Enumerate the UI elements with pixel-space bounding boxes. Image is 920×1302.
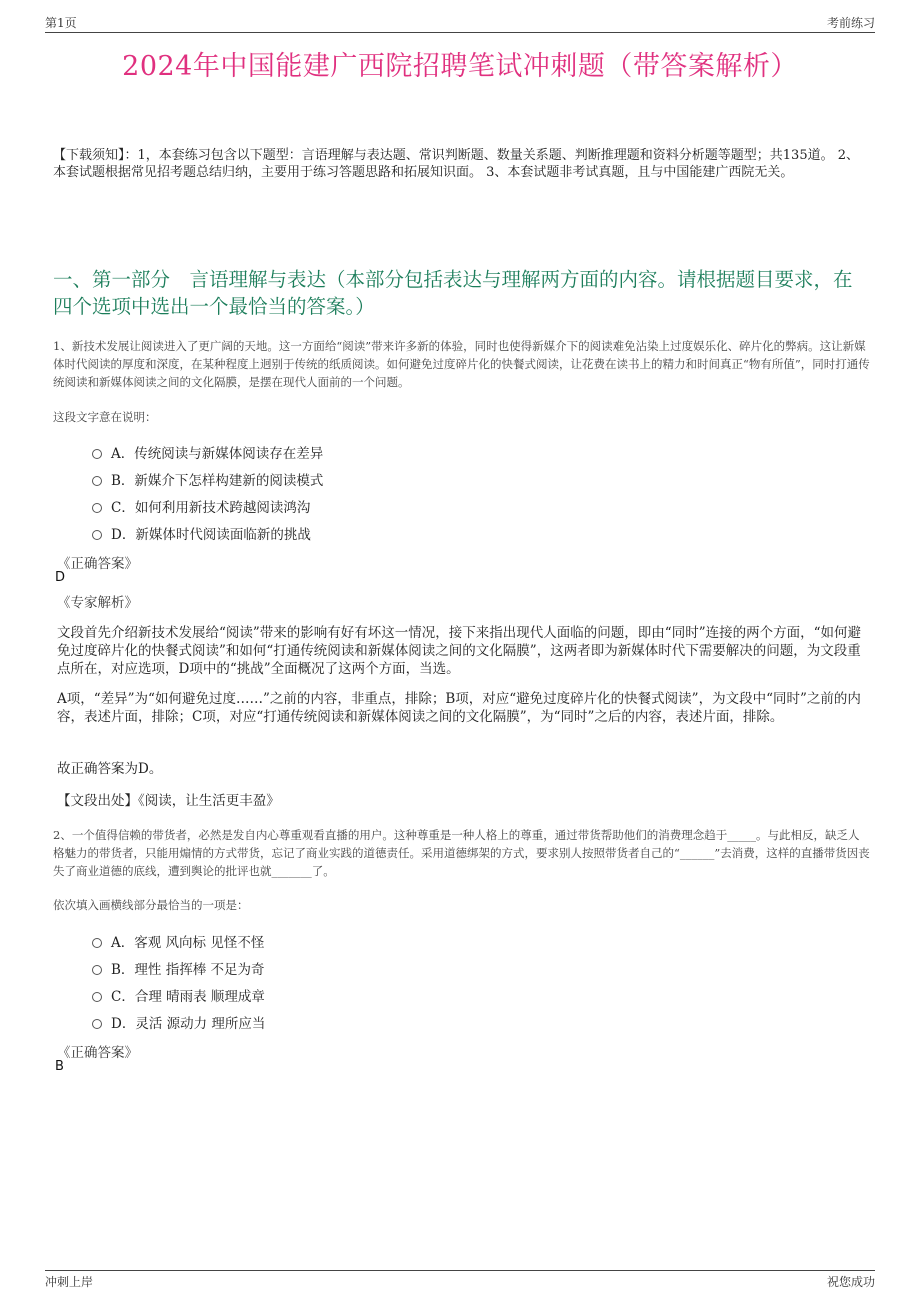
analysis-label: 《专家解析》	[57, 595, 138, 611]
radio-icon[interactable]	[92, 530, 102, 540]
option-label: C．如何利用新技术跨越阅读鸿沟	[111, 500, 311, 516]
question-1-option-d[interactable]	[92, 523, 311, 543]
page-number: 第1页	[45, 16, 77, 30]
option-label: A．客观 风向标 见怪不怪	[111, 935, 265, 951]
header-label: 考前练习	[826, 16, 875, 30]
question-2-text: 2、一个值得信赖的带货者，必然是发自内心尊重观看直播的用户。这种尊重是一种人格上的尊重，通过带货帮助他们的消费理念趋于_____。与此相反，缺乏人格魅力的带货者，只能用煽情的方式带货，忘记了商业实践的道德责任。采用道德绑架的方式，要求别人按照带货者自己的“______”去消费，这样的直播带货因丧失了商业道德的底线，遭到舆论的批评也就_______了。	[53, 828, 870, 878]
question-2-option-b[interactable]	[92, 958, 265, 978]
radio-icon[interactable]	[92, 503, 102, 513]
page-title: 2024年中国能建广西院招聘笔试冲刺题（带答案解析）	[122, 51, 798, 82]
question-2-prompt: 依次填入画横线部分最恰当的一项是：	[53, 898, 249, 912]
analysis-conclusion: 故正确答案为D。	[57, 761, 163, 777]
answer-label: 《正确答案》	[57, 556, 138, 572]
analysis-paragraph: A项，“差异”为“如何避免过度……”之前的内容，非重点，排除；B项，对应“避免过度碎片化的快餐式阅读”，为文段中“同时”之前的内容，表述片面，排除；C项，对应“打通传统阅读和新媒体阅读之间的文化隔膜”，为“同时”之后的内容，表述片面，排除。	[57, 691, 861, 725]
download-notice: 【下载须知】：1，本套练习包含以下题型：言语理解与表达题、常识判断题、数量关系题、判断推理题和资料分析题等题型；共135道。 2、本套试题根据常见招考题总结归纳，主要用于练习答题思路和拓展知识面。 3、本套试题非考试真题，且与中国能建广西院无关。	[53, 148, 859, 180]
option-label: D．灵活 源动力 理所应当	[111, 1016, 266, 1032]
question-1-option-c[interactable]	[92, 496, 310, 516]
radio-icon[interactable]	[92, 476, 102, 486]
radio-icon[interactable]	[92, 992, 102, 1002]
question-2-option-d[interactable]	[92, 1012, 265, 1032]
option-label: C．合理 晴雨表 顺理成章	[111, 989, 265, 1005]
radio-icon[interactable]	[92, 449, 102, 459]
option-label: D．新媒体时代阅读面临新的挑战	[111, 527, 311, 543]
question-2-option-c[interactable]	[92, 985, 265, 1005]
question-1-prompt: 这段文字意在说明：	[53, 410, 157, 424]
source-citation: 【文段出处】《阅读，让生活更丰盈》	[57, 793, 280, 809]
question-1-option-b[interactable]	[92, 469, 323, 489]
section-heading: 一、第一部分 言语理解与表达（本部分包括表达与理解两方面的内容。请根据题目要求，在四个选项中选出一个最恰当的答案。）	[53, 268, 853, 318]
header-divider	[45, 32, 875, 33]
question-1-text: 1、新技术发展让阅读进入了更广阔的天地。这一方面给“阅读”带来许多新的体验，同时也使得新媒介下的阅读难免沾染上过度娱乐化、碎片化的弊病。这让新媒体时代阅读的厚度和深度，在某种程度上迥别于传统的纸质阅读。如何避免过度碎片化的快餐式阅读，让花费在读书上的精力和时间真正“物有所值”，同时打通传统阅读和新媒体阅读之间的文化隔膜，是摆在现代人面前的一个问题。	[53, 339, 870, 389]
question-1-option-a[interactable]	[92, 442, 323, 462]
question-2-option-a[interactable]	[92, 931, 264, 951]
footer-right: 祝您成功	[826, 1275, 875, 1289]
radio-icon[interactable]	[92, 1019, 102, 1029]
footer-left: 冲刺上岸	[45, 1275, 94, 1289]
analysis-paragraph: 文段首先介绍新技术发展给“阅读”带来的影响有好有坏这一情况，接下来指出现代人面临的问题，即由“同时”连接的两个方面，“如何避免过度碎片化的快餐式阅读”和如何“打通传统阅读和新媒体阅读之间的文化隔膜”，这两者即为新媒体时代下需要解决的问题，为文段重点所在，对应选项，D项中的“挑战”全面概况了这两个方面，当选。	[57, 625, 862, 677]
answer-value: D	[55, 570, 66, 585]
option-label: B．新媒介下怎样构建新的阅读模式	[111, 473, 324, 489]
radio-icon[interactable]	[92, 938, 102, 948]
footer-divider	[45, 1270, 875, 1271]
radio-icon[interactable]	[92, 965, 102, 975]
option-label: A．传统阅读与新媒体阅读存在差异	[111, 446, 324, 462]
answer-value: B	[55, 1059, 64, 1074]
option-label: B．理性 指挥棒 不足为奇	[111, 962, 265, 978]
answer-label: 《正确答案》	[57, 1045, 138, 1061]
